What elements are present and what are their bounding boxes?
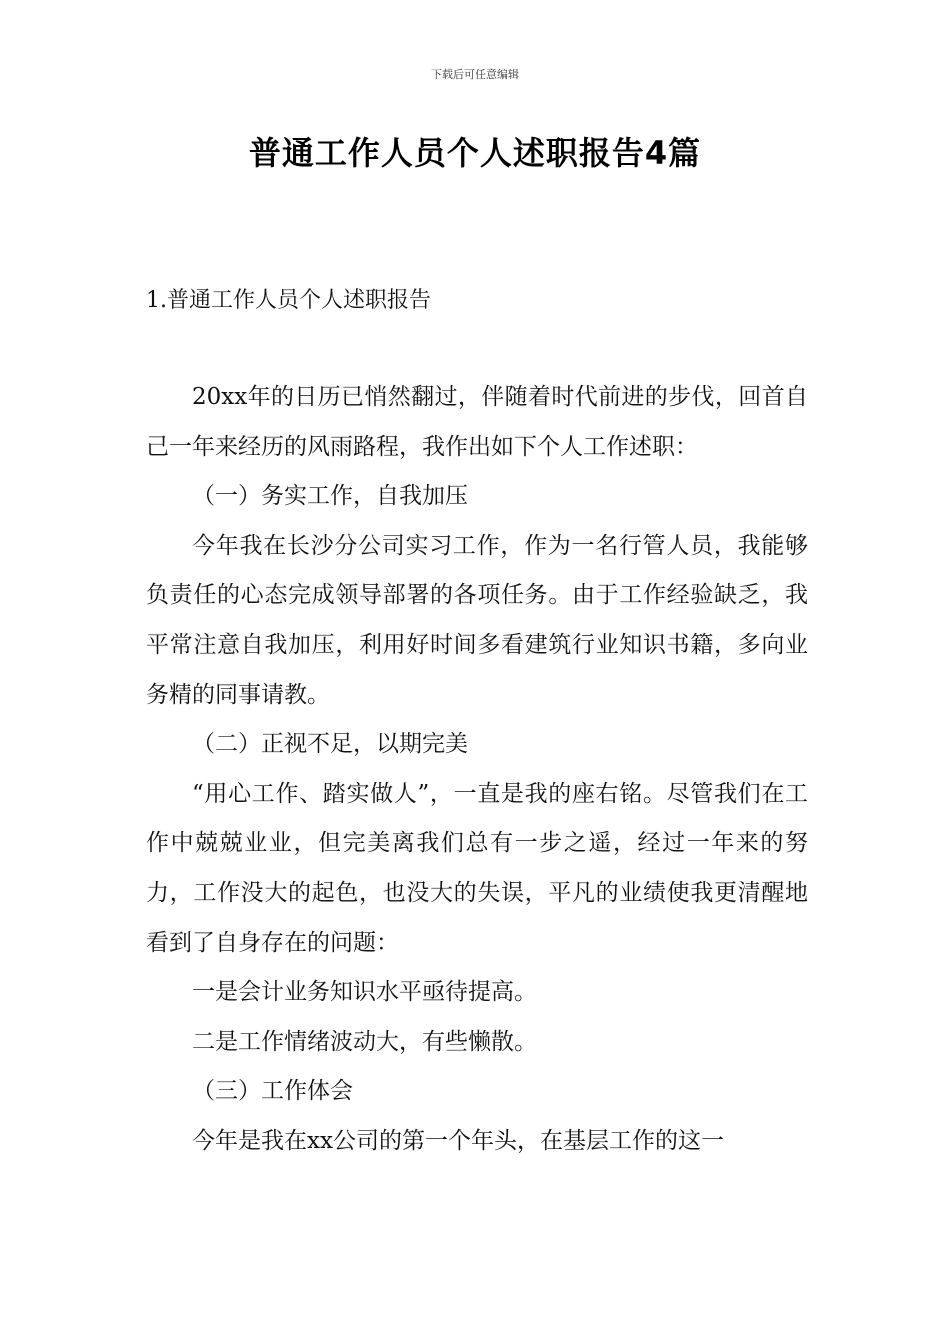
subheading-3: （三）工作体会 <box>192 1078 353 1105</box>
subheading-2: （二）正视不足，以期完美 <box>192 731 468 758</box>
paragraph-experience: 今年是我在xx公司的第一个年头，在基层工作的这一 <box>192 1127 724 1154</box>
subheading-1: （一）务实工作，自我加压 <box>192 483 468 510</box>
header-note: 下载后可任意编辑 <box>431 68 519 81</box>
document-title: 普通工作人员个人述职报告4篇 <box>248 134 702 172</box>
list-item-2: 二是工作情绪波动大，有些懒散。 <box>192 1028 537 1055</box>
paragraph-shortcomings: “用心工作、踏实做人”，一直是我的座右铭。尽管我们在工作中兢兢业业，但完美离我们总有一步之遥，经过一年来的努力，工作没大的起色，也没大的失误，平凡的业绩使我更清醒地看到了自身存在的问题： <box>146 780 808 956</box>
document-body <box>146 373 808 1167</box>
paragraph-intro: 20xx年的日历已悄然翻过，伴随着时代前进的步伐，回首自己一年来经历的风雨路程，我作出如下个人工作述职： <box>146 384 808 460</box>
list-item-1: 一是会计业务知识水平亟待提高。 <box>192 979 537 1006</box>
section-heading: 1.普通工作人员个人述职报告 <box>146 288 431 313</box>
paragraph-work: 今年我在长沙分公司实习工作，作为一名行管人员，我能够负责任的心态完成领导部署的各项任务。由于工作经验缺乏，我平常注意自我加压，利用好时间多看建筑行业知识书籍，多向业务精的同事请教。 <box>146 532 808 708</box>
